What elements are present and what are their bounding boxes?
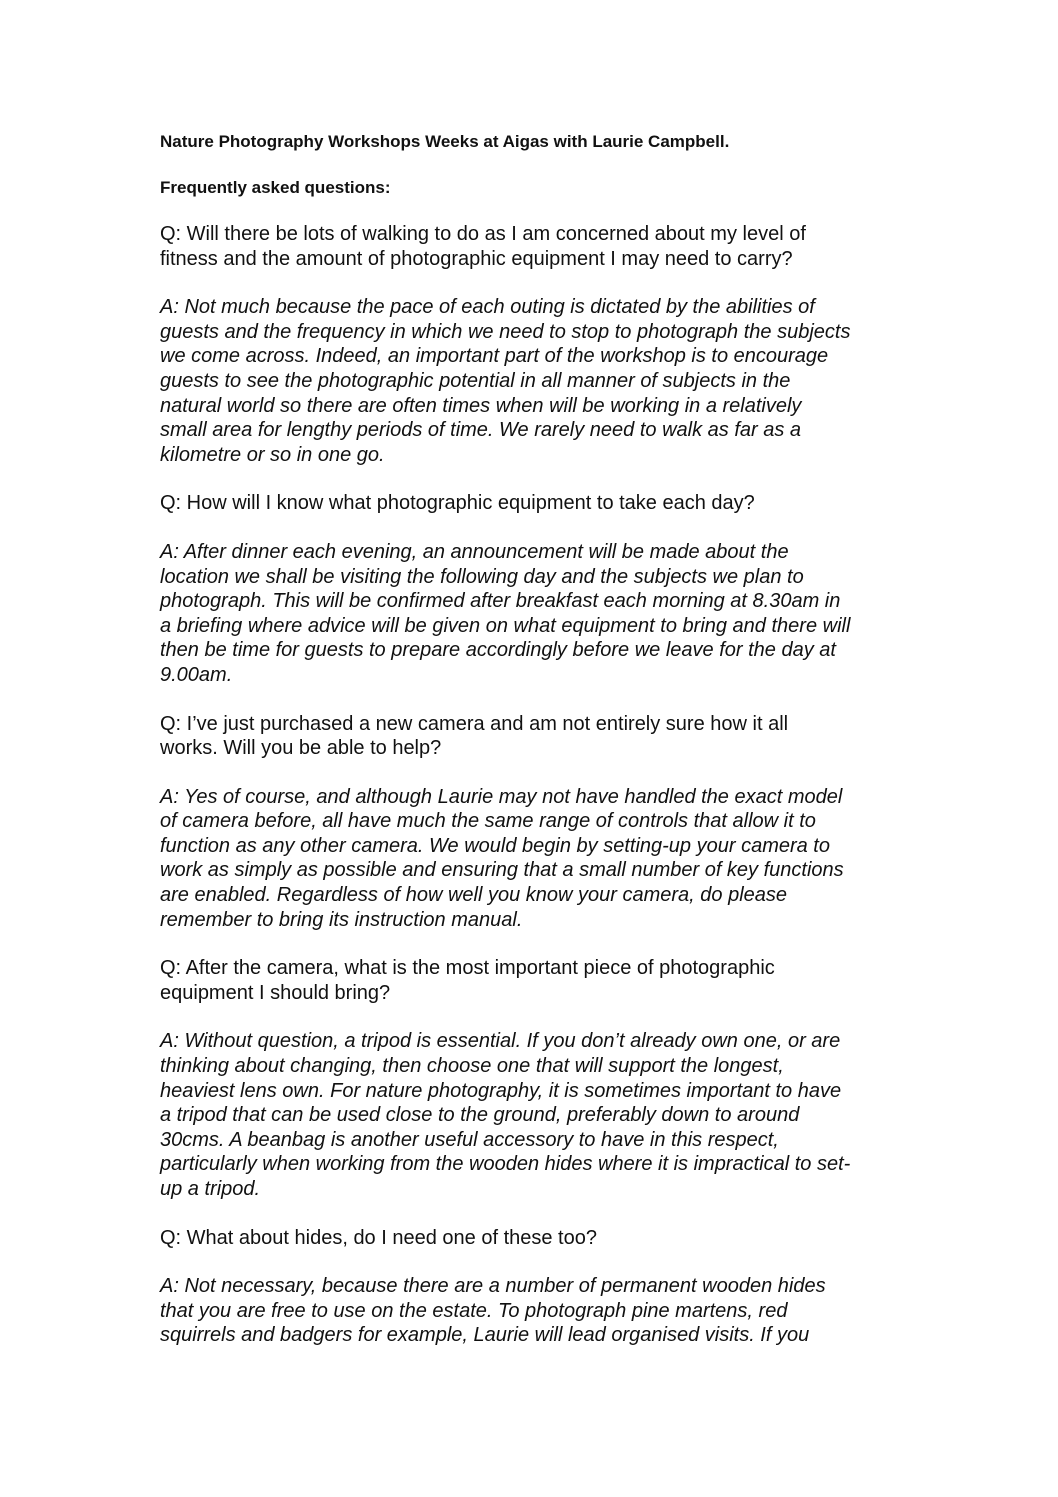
document-title: Nature Photography Workshops Weeks at Aigas with Laurie Campbell.: [160, 132, 730, 151]
faq-item-5: [160, 1226, 920, 1348]
faq-item-4: [160, 956, 920, 1201]
faq-question: Q: Will there be lots of walking to do as I am concerned about my level of fitness and the amount of photographic equipment I may need to carry?: [160, 223, 806, 270]
faq-question: Q: How will I know what photographic equipment to take each day?: [160, 492, 755, 515]
faq-question: Q: What about hides, do I need one of these too?: [160, 1226, 597, 1249]
faq-answer: A: Yes of course, and although Laurie may not have handled the exact model of camera before, all have much the same range of controls that allow it to function as any other camera. We would begin by setting-up your camera to work as simply as possible and ensuring that a small number of key functions are enabled. Regardless of how well you know your camera, do please remember to bring its instruction manual.: [160, 785, 844, 931]
faq-item-3: [160, 712, 920, 933]
faq-answer: A: Without question, a tripod is essential. If you don’t already own one, or are thinking about changing, then choose one that will support the longest, heaviest lens own. For nature photography, it is sometimes important to have a tripod that can be used close to the ground, preferably down to around 30cms. A beanbag is another useful accessory to have in this respect, particularly when working from the wooden hides where it is impractical to set- up a tripod.: [160, 1030, 851, 1200]
faq-question: Q: I’ve just purchased a new camera and am not entirely sure how it all works. Will you be able to help?: [160, 712, 789, 760]
document-subtitle: Frequently asked questions:: [160, 178, 391, 197]
faq-answer: A: Not necessary, because there are a number of permanent wooden hides that you are free to use on the estate. To photograph pine martens, red squirrels and badgers for example, Laurie will lead organised visits. If you: [160, 1275, 826, 1347]
document-page: [160, 130, 920, 1372]
faq-answer: A: Not much because the pace of each outing is dictated by the abilities of guests and the frequency in which we need to stop to photograph the subjects we come across. Indeed, an important part of the workshop is to encourage guests to see the photographic potential in all manner of subjects in the natural world so there are often times when will be working in a relatively small area for lengthy periods of time. We rarely need to walk as far as a kilometre or so in one go.: [160, 296, 851, 466]
faq-answer: A: After dinner each evening, an announcement will be made about the location we shall be visiting the following day and the subjects we plan to photograph. This will be confirmed after breakfast each morning at 8.30am in a briefing where advice will be given on what equipment to bring and there will then be time for guests to prepare accordingly before we leave for the day at 9.00am.: [160, 540, 851, 686]
faq-item-1: [160, 222, 920, 467]
faq-question: Q: After the camera, what is the most important piece of photographic equipment I should bring?: [160, 957, 775, 1004]
faq-item-2: [160, 491, 920, 687]
